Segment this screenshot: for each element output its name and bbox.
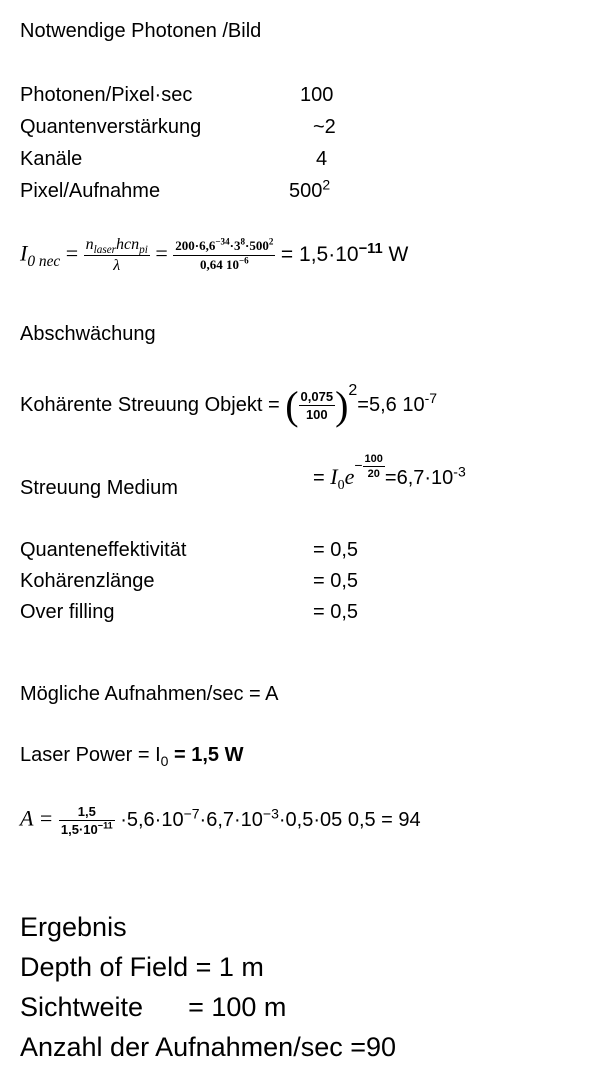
result-line: Sichtweite = 100 m bbox=[20, 992, 287, 1022]
param-value: $500^2$ bbox=[289, 176, 331, 202]
coherent-scattering: Kohärente Streuung Objekt = ( $\frac{0,075}{100}$ )$^2$=5,6 $10^{-7}$ bbox=[20, 382, 438, 428]
laser-power: Laser Power = $I_0 = 1,5$ W bbox=[20, 744, 244, 769]
param-label: Photonen/Pixel·sec bbox=[20, 84, 193, 106]
factor-value: = 0,5 bbox=[313, 601, 359, 623]
medium-scattering-value: = $I_0e^{- \frac{100}{20}}$ $=6,7\cdot 10^{-3}$ bbox=[313, 452, 466, 493]
page-title: Notwendige Photonen /Bild bbox=[20, 20, 262, 42]
factor-label: Quanteneffektivität bbox=[20, 539, 187, 561]
possible-shots: Mögliche Aufnahmen/sec = A bbox=[20, 683, 279, 705]
factor-value: = 0,5 bbox=[313, 539, 359, 561]
result-line: Anzahl der Aufnahmen/sec =90 bbox=[20, 1032, 397, 1062]
result-heading: Ergebnis bbox=[20, 912, 127, 942]
param-value: 4 bbox=[316, 148, 328, 170]
factor-value: = 0,5 bbox=[313, 570, 359, 592]
param-label: Pixel/Aufnahme bbox=[20, 180, 161, 202]
section-heading: Abschwächung bbox=[20, 323, 156, 345]
formula-shots: A = $\frac{1,5}{1,5\cdot 10^{-11}}$ $\cdot 5,6\cdot 10^{-7}\cdot 6,7\cdot 10^{-3}\cdot 0,5\cdot 05$ 0,5 = 94 bbox=[20, 804, 421, 837]
factor-label: Kohärenzlänge bbox=[20, 570, 155, 592]
param-value: 100 bbox=[300, 84, 334, 106]
param-label: Quantenverstärkung bbox=[20, 116, 202, 138]
medium-scattering-label: Streuung Medium bbox=[20, 477, 178, 499]
param-value: ~2 bbox=[313, 116, 336, 138]
result-line: Depth of Field = 1 m bbox=[20, 952, 264, 982]
factor-label: Over filling bbox=[20, 601, 115, 623]
param-label: Kanäle bbox=[20, 148, 83, 170]
formula-photon-count: $I_{0 nec}$ = $\frac{n_{laser}hcn_{pi}}{\lambda}$ = $\frac{200\cdot 6,6^{-34}\cdot 3^8\cdot 500^2}{0,64 10^{-6}}$ = $1,5\cdot 10^{-11}$ W bbox=[20, 236, 409, 274]
